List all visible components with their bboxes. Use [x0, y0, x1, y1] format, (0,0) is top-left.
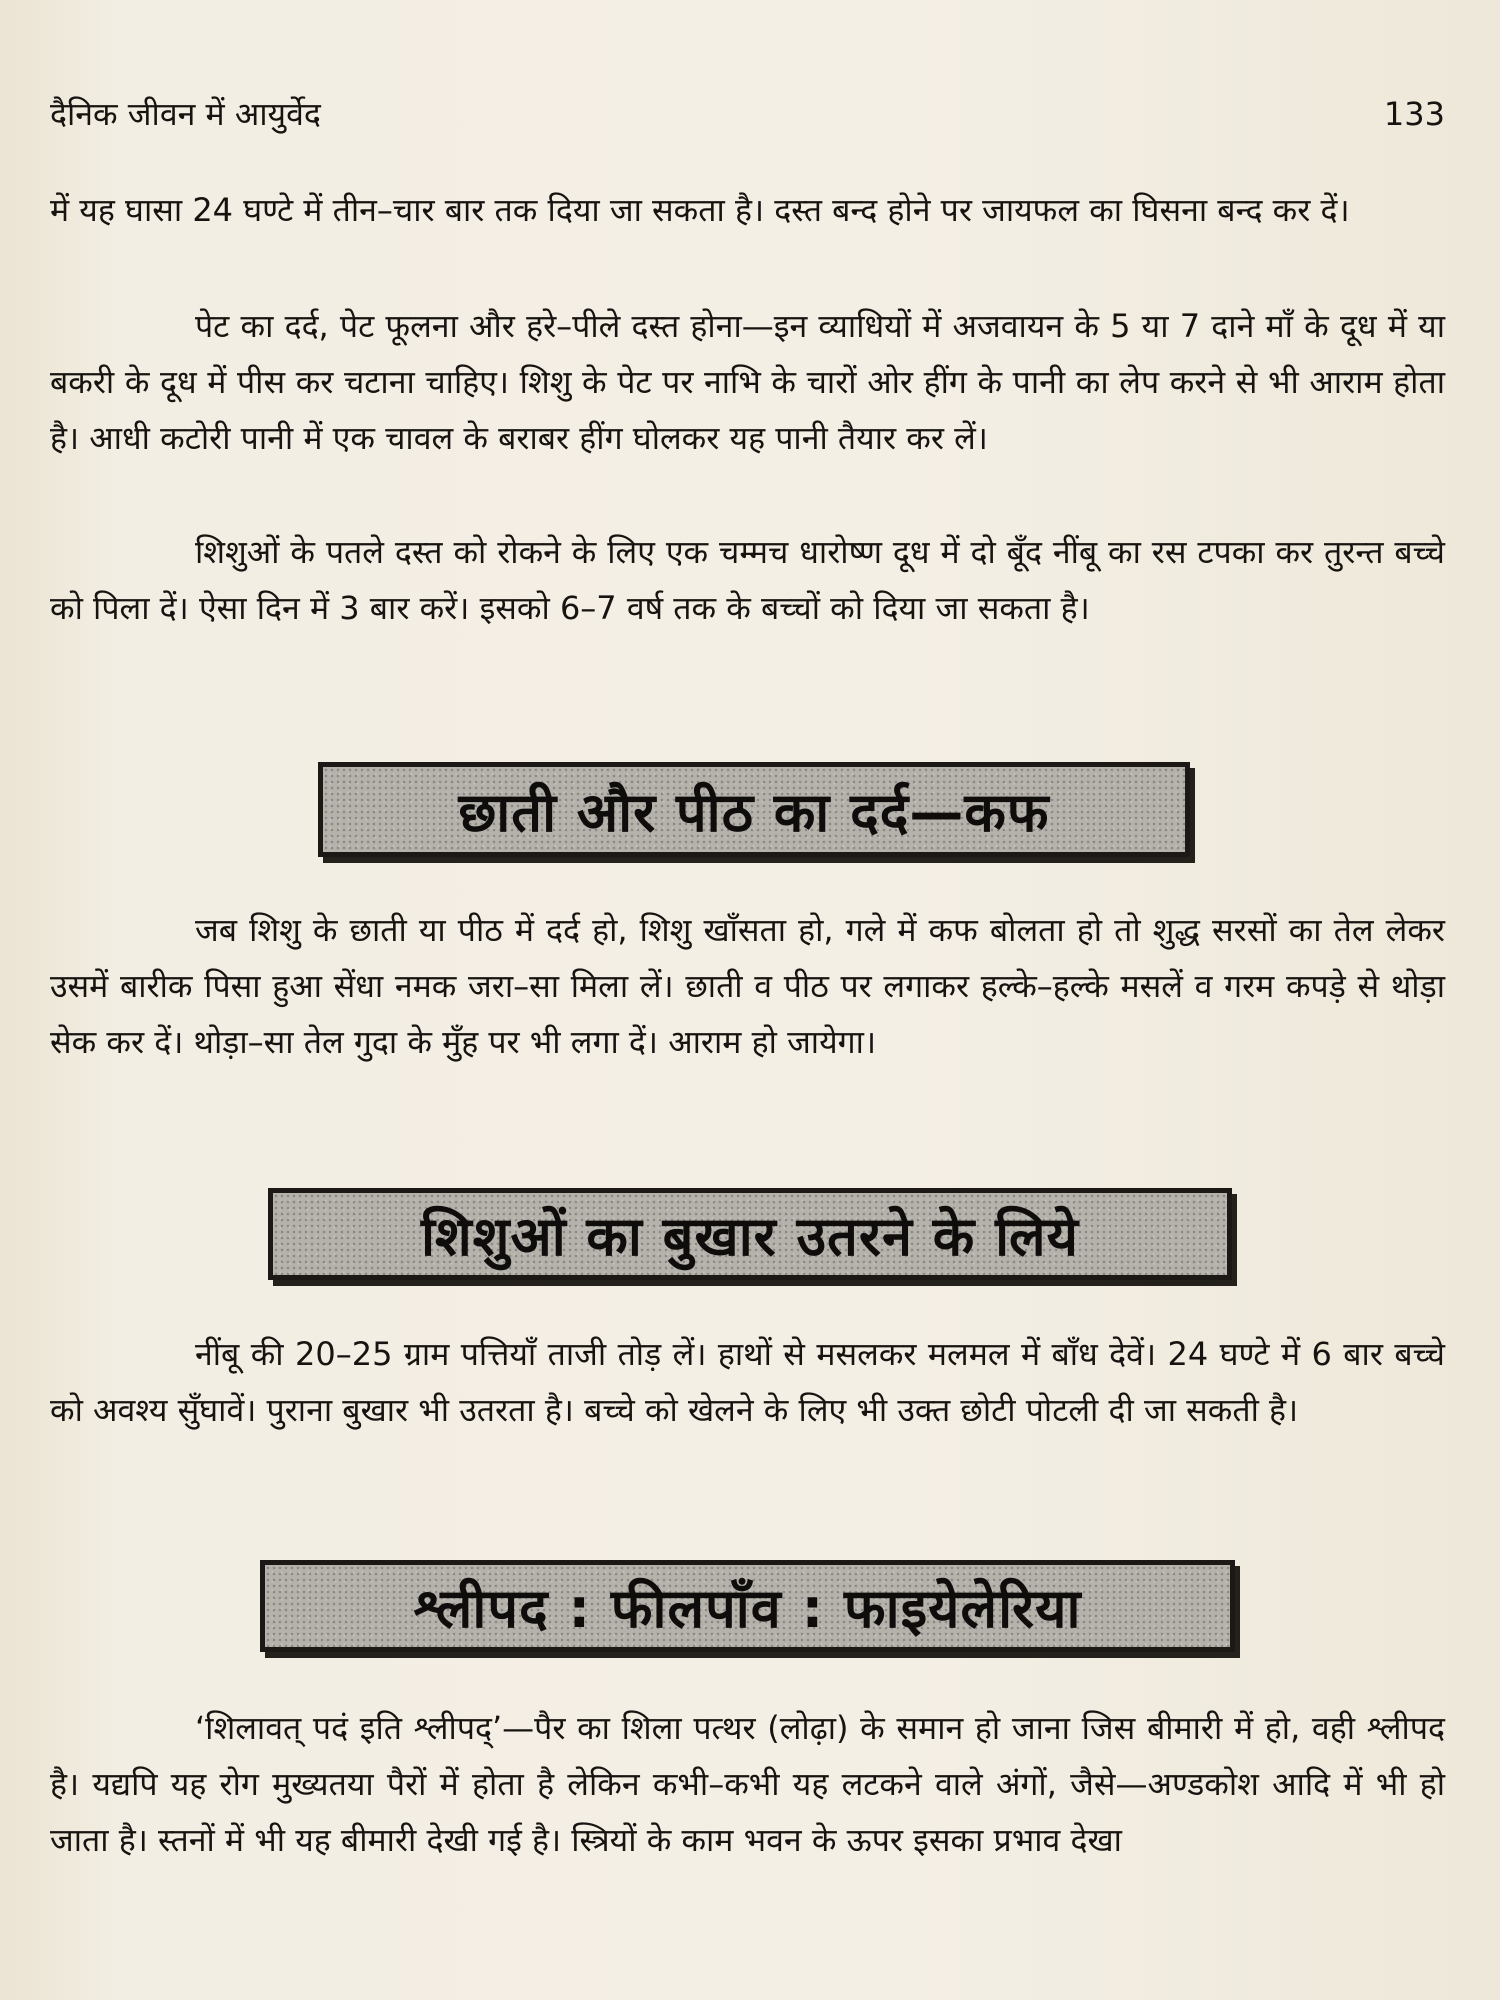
- paragraph-6: ‘शिलावत् पदं इति श्लीपद्’—पैर का शिला पत्थर (लोढ़ा) के समान हो जाना जिस बीमारी में हो, वही श्लीपद है। यद्यपि यह रोग मुख्यतया पैरों में होता है लेकिन कभी–कभी यह लटकने वाले अंगों, जैसे—अण्डकोश आदि में भी हो जाता है। स्तनों में भी यह बीमारी देखी गई है। स्त्रियों के काम भवन के ऊपर इसका प्रभाव देखा: [50, 1709, 1445, 1859]
- section-heading-infant-fever: [268, 1188, 1232, 1280]
- paragraph-3: शिशुओं के पतले दस्त को रोकने के लिए एक चम्मच धारोष्ण दूध में दो बूँद नींबू का रस टपका कर तुरन्त बच्चे को पिला दें। ऐसा दिन में 3 बार करें। इसको 6–7 वर्ष तक के बच्चों को दिया जा सकता है।: [50, 533, 1445, 627]
- paragraph-5: नींबू की 20–25 ग्राम पत्तियाँ ताजी तोड़ लें। हाथों से मसलकर मलमल में बाँध देवें। 24 घण्टे में 6 बार बच्चे को अवश्य सुँघावें। पुराना बुखार भी उतरता है। बच्चे को खेलने के लिए भी उक्त छोटी पोटली दी जा सकती है।: [50, 1335, 1445, 1429]
- paragraph-1: में यह घासा 24 घण्टे में तीन–चार बार तक दिया जा सकता है। दस्त बन्द होने पर जायफल का घिसना बन्द कर दें।: [50, 191, 1350, 229]
- page-number: 133: [1383, 95, 1445, 133]
- section-heading-filaria: [260, 1560, 1235, 1652]
- running-head: [50, 92, 1445, 135]
- section-heading-text: श्लीपद : फीलपाँव : फाइयेलेरिया: [413, 1577, 1082, 1640]
- section-heading-text: छाती और पीठ का दर्द—कफ: [458, 780, 1050, 844]
- section-heading-text: शिशुओं का बुखार उतरने के लिये: [421, 1205, 1079, 1268]
- section-heading-chest-back-pain: [318, 762, 1190, 857]
- paragraph-2: पेट का दर्द, पेट फूलना और हरे–पीले दस्त होना—इन व्याधियों में अजवायन के 5 या 7 दाने माँ के दूध में या बकरी के दूध में पीस कर चटाना चाहिए। शिशु के पेट पर नाभि के चारों ओर हींग के पानी का लेप करने से भी आराम होता है। आधी कटोरी पानी में एक चावल के बराबर हींग घोलकर यह पानी तैयार कर लें।: [50, 307, 1445, 457]
- running-title: दैनिक जीवन में आयुर्वेद: [50, 95, 321, 133]
- paragraph-4: जब शिशु के छाती या पीठ में दर्द हो, शिशु खाँसता हो, गले में कफ बोलता हो तो शुद्ध सरसों का तेल लेकर उसमें बारीक पिसा हुआ सेंधा नमक जरा–सा मिला लें। छाती व पीठ पर लगाकर हल्के–हल्के मसलें व गरम कपड़े से थोड़ा सेक कर दें। थोड़ा–सा तेल गुदा के मुँह पर भी लगा दें। आराम हो जायेगा।: [50, 911, 1445, 1061]
